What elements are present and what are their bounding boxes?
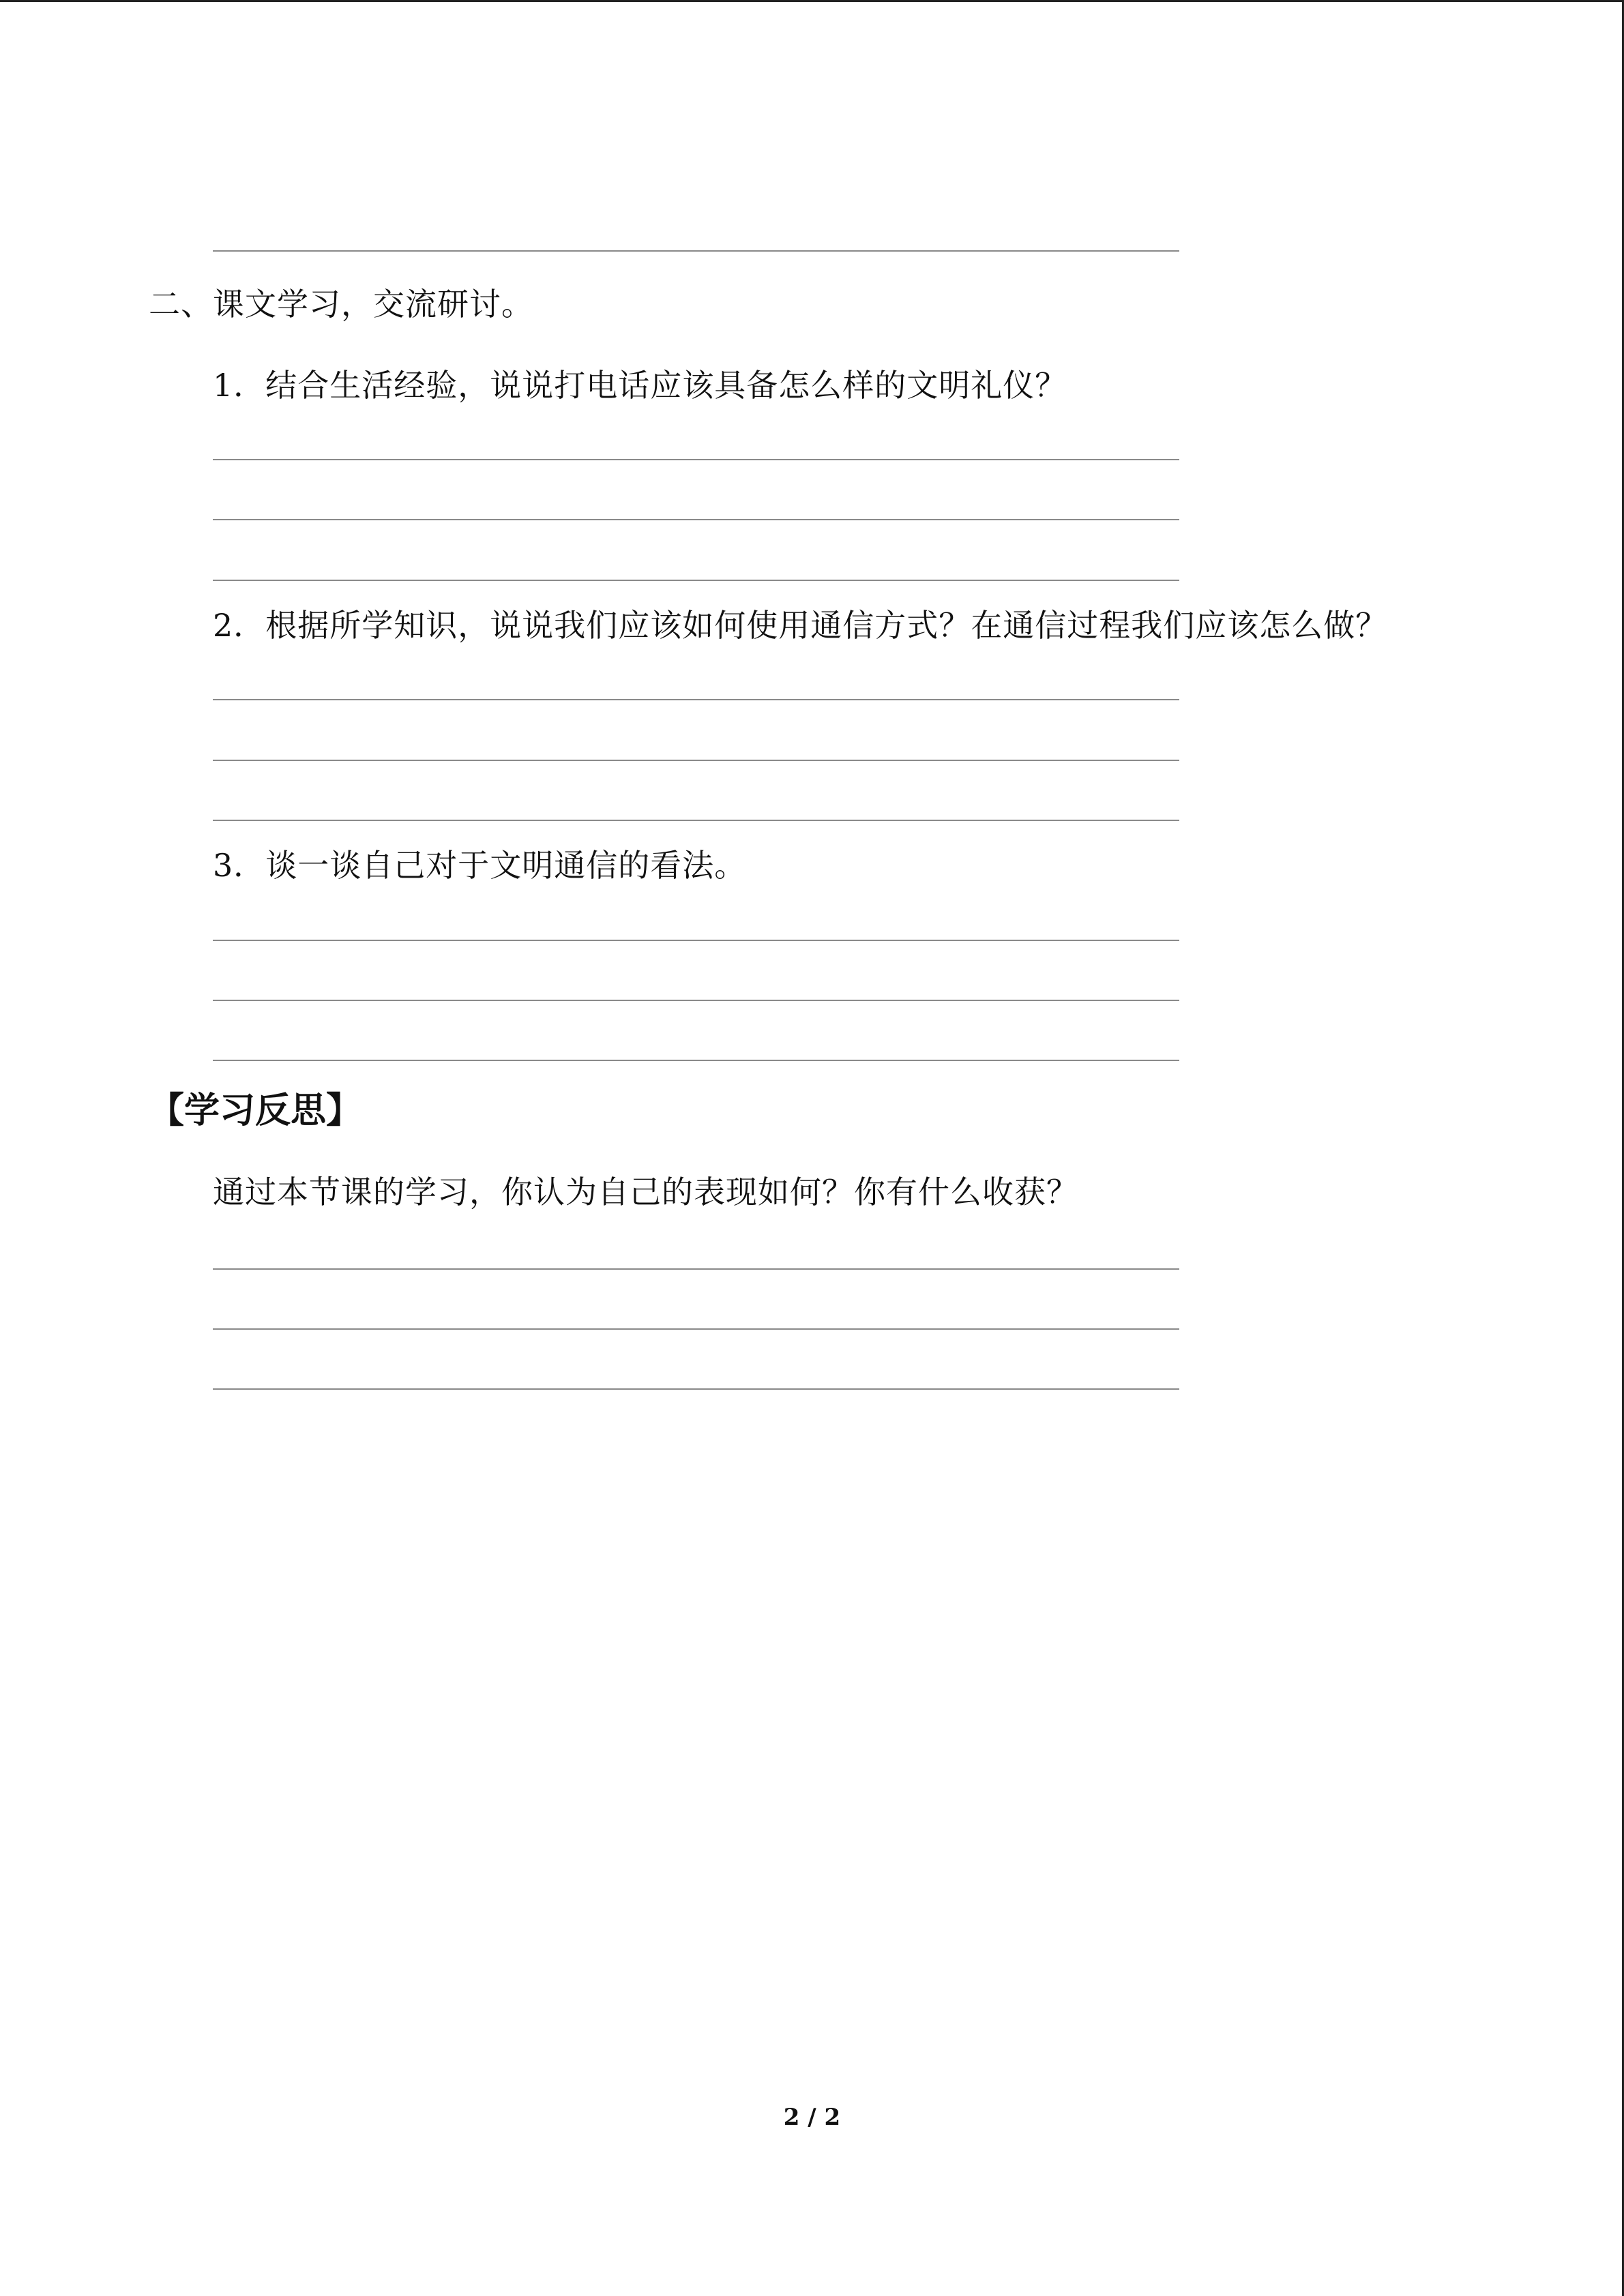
answer-line: [213, 459, 1179, 460]
answer-line: [213, 1000, 1179, 1001]
answer-line: [213, 940, 1179, 941]
question-2: 2．根据所学知识，说说我们应该如何使用通信方式？在通信过程我们应该怎么做？: [213, 607, 1388, 644]
answer-line: [213, 1268, 1179, 1270]
answer-line: [213, 820, 1179, 821]
answer-line: [213, 250, 1179, 252]
reflection-heading: 【学习反思】: [149, 1090, 362, 1131]
section-title: 二、课文学习，交流研讨。: [149, 286, 533, 323]
page-number: 2 / 2: [783, 2104, 841, 2131]
answer-line: [213, 699, 1179, 700]
answer-line: [213, 1328, 1179, 1330]
answer-line: [213, 519, 1179, 520]
answer-line: [213, 760, 1179, 761]
page-top-border: [0, 0, 1624, 2]
answer-line: [213, 1060, 1179, 1061]
question-3: 3．谈一谈自己对于文明通信的看法。: [213, 847, 747, 884]
question-1: 1．结合生活经验，说说打电话应该具备怎么样的文明礼仪？: [213, 367, 1067, 404]
answer-line: [213, 580, 1179, 581]
reflection-prompt: 通过本节课的学习，你认为自己的表现如何？你有什么收获？: [213, 1174, 1078, 1210]
answer-line: [213, 1388, 1179, 1390]
